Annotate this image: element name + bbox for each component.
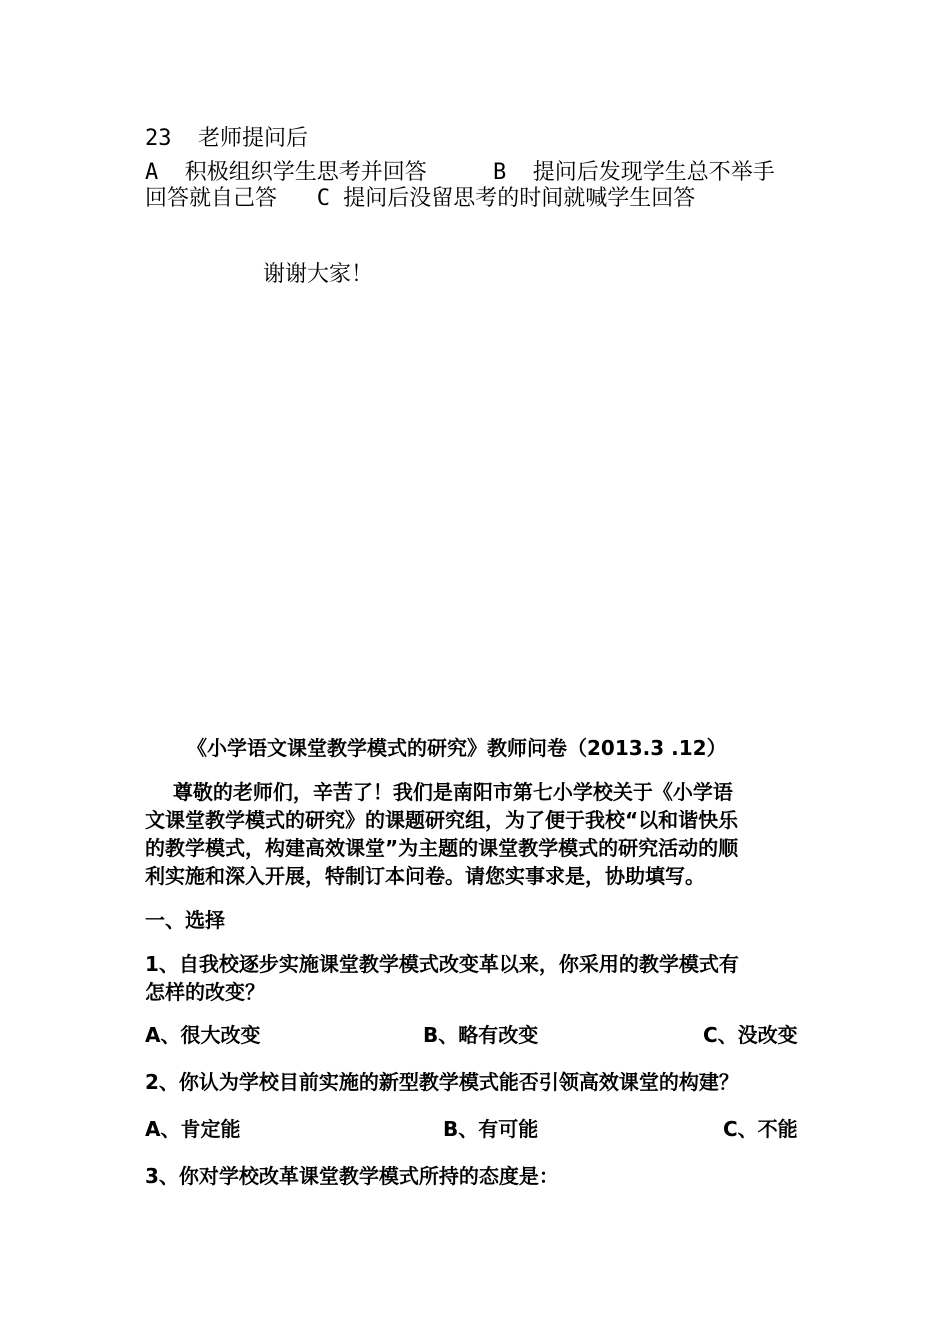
intro-line-4: 利实施和深入开展，特制订本问卷。请您实事求是，协助填写。 xyxy=(145,864,705,888)
thanks-text: 谢谢大家！ xyxy=(263,262,374,287)
question-23-options-line-2: 回答就自己答 C 提问后没留思考的时间就喊学生回答 xyxy=(145,186,696,211)
question-1-option-b: B、略有改变 xyxy=(423,1023,539,1047)
question-23-options-line-1: A 积极组织学生思考并回答 B 提问后发现学生总不举手 xyxy=(145,160,775,185)
question-1-line-1: 1、自我校逐步实施课堂教学模式改变革以来，你采用的教学模式有 xyxy=(145,952,739,976)
question-3: 3、你对学校改革课堂教学模式所持的态度是： xyxy=(145,1164,559,1188)
question-1-options xyxy=(145,1021,805,1049)
intro-line-2: 文课堂教学模式的研究》的课题研究组，为了便于我校“以和谐快乐 xyxy=(145,808,739,832)
survey-title: 《小学语文课堂教学模式的研究》教师问卷（2013.3 .12） xyxy=(187,736,727,760)
question-1-option-c: C、没改变 xyxy=(703,1023,798,1047)
question-2-option-c: C、不能 xyxy=(723,1117,798,1141)
section-heading: 一、选择 xyxy=(145,908,225,932)
question-1-option-a: A、很大改变 xyxy=(145,1023,261,1047)
question-2: 2、你认为学校目前实施的新型教学模式能否引领高效课堂的构建？ xyxy=(145,1070,739,1094)
intro-line-1: 尊敬的老师们，辛苦了！我们是南阳市第七小学校关于《小学语 xyxy=(145,780,733,804)
question-2-option-a: A、肯定能 xyxy=(145,1117,241,1141)
question-23-title: 23 老师提问后 xyxy=(145,126,308,151)
question-1-line-2: 怎样的改变？ xyxy=(145,980,265,1004)
intro-line-3: 的教学模式，构建高效课堂”为主题的课堂教学模式的研究活动的顺 xyxy=(145,836,739,860)
question-2-options xyxy=(145,1115,805,1143)
question-2-option-b: B、有可能 xyxy=(443,1117,539,1141)
